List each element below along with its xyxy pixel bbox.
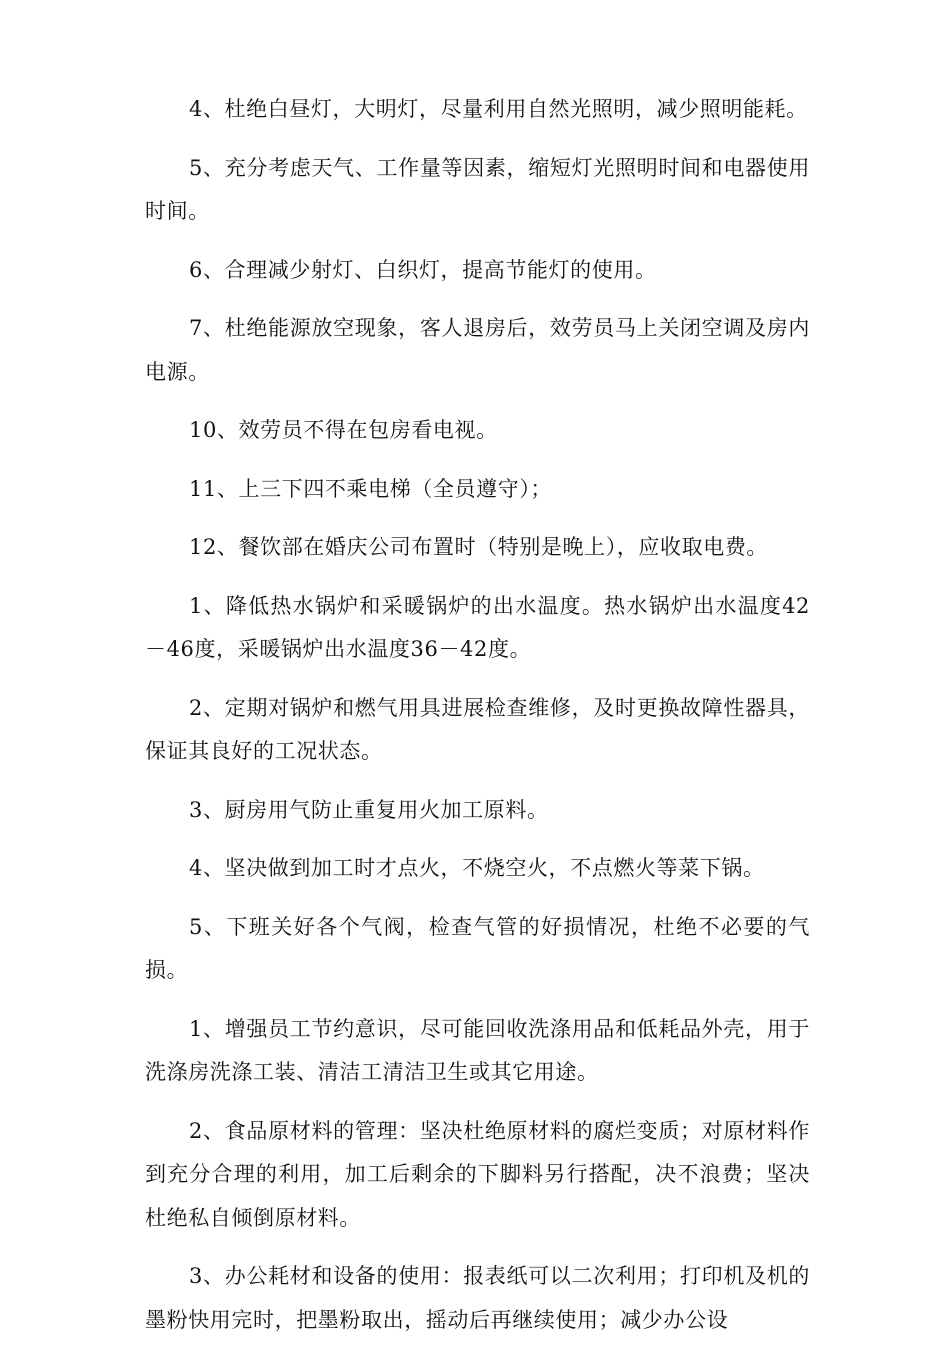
paragraph-15: 3、办公耗材和设备的使用：报表纸可以二次利用；打印机及机的墨粉快用完时，把墨粉取出，摇动后再继续使用；减少办公设 xyxy=(145,1264,810,1332)
paragraph-3: 6、合理减少射灯、白织灯，提高节能灯的使用。 xyxy=(189,257,657,282)
document-body xyxy=(145,88,810,1357)
paragraph-2: 5、充分考虑天气、工作量等因素，缩短灯光照明时间和电器使用时间。 xyxy=(145,155,810,223)
paragraph-6: 11、上三下四不乘电梯（全员遵守）； xyxy=(189,476,553,501)
paragraph-9: 2、定期对锅炉和燃气用具进展检查维修，及时更换故障性器具，保证其良好的工况状态。 xyxy=(145,695,810,763)
paragraph-12: 5、下班关好各个气阀，检查气管的好损情况，杜绝不必要的气损。 xyxy=(145,914,810,982)
paragraph-1: 4、杜绝白昼灯，大明灯，尽量利用自然光照明，减少照明能耗。 xyxy=(189,97,808,121)
paragraph-11: 4、坚决做到加工时才点火，不烧空火，不点燃火等菜下锅。 xyxy=(189,856,765,880)
paragraph-8: 1、降低热水锅炉和采暖锅炉的出水温度。热水锅炉出水温度42－46度，采暖锅炉出水温度36－42度。 xyxy=(145,593,810,661)
paragraph-5: 10、效劳员不得在包房看电视。 xyxy=(189,418,498,442)
paragraph-4: 7、杜绝能源放空现象，客人退房后，效劳员马上关闭空调及房内电源。 xyxy=(145,316,810,384)
paragraph-10: 3、厨房用气防止重复用火加工原料。 xyxy=(189,797,549,822)
paragraph-7: 12、餐饮部在婚庆公司布置时（特别是晚上），应收取电费。 xyxy=(189,535,769,559)
paragraph-14: 2、食品原材料的管理：坚决杜绝原材料的腐烂变质；对原材料作到充分合理的利用，加工后剩余的下脚料另行搭配，决不浪费；坚决杜绝私自倾倒原材料。 xyxy=(145,1118,810,1230)
paragraph-13: 1、增强员工节约意识，尽可能回收洗涤用品和低耗品外壳，用于洗涤房洗涤工装、清洁工清洁卫生或其它用途。 xyxy=(145,1016,810,1084)
